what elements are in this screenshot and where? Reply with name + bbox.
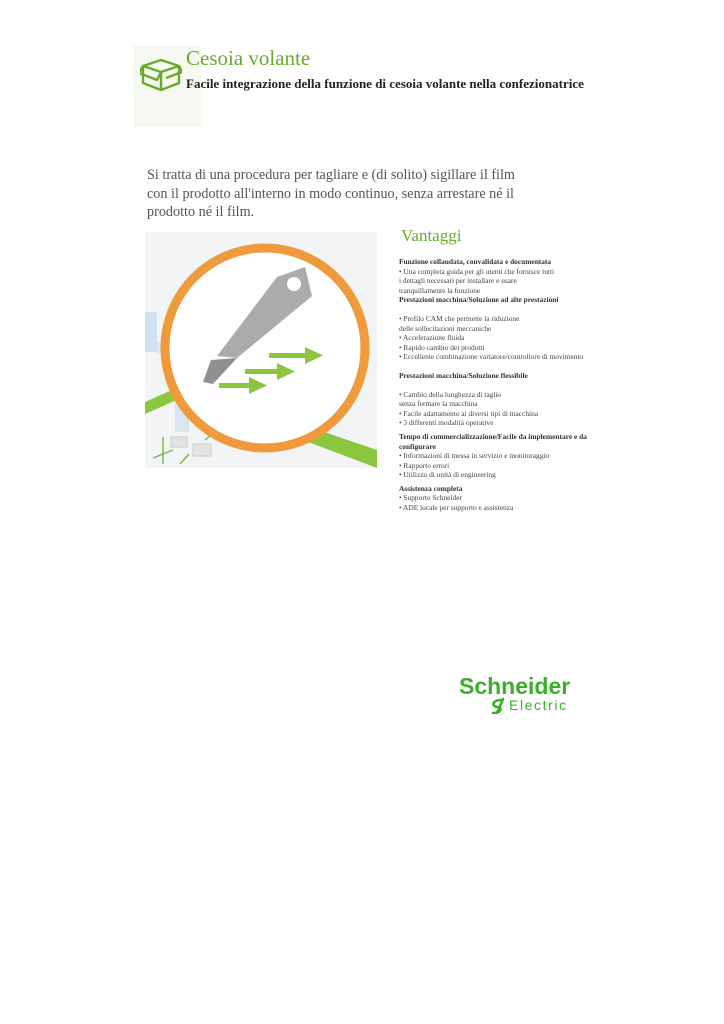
advantage-line: i dettagli necessari per installare e usare: [399, 276, 517, 286]
advantage-line: • Rapporto errori: [399, 460, 450, 470]
advantage-heading: Prestazioni macchina/Soluzione ad alte prestazioni: [399, 295, 559, 305]
page-subtitle: Facile integrazione della funzione di cesoia volante nella confezionatrice: [186, 76, 584, 91]
intro-line: Si tratta di una procedura per tagliare e (di solito) sigillare il film: [147, 167, 515, 183]
advantages-list: [399, 257, 619, 513]
package-box-icon: [140, 56, 182, 92]
advantage-line: • Accelerazione fluida: [399, 333, 465, 343]
logo-main-text: Schneider: [459, 673, 571, 699]
advantage-line: tranquillamente la funzione: [399, 285, 481, 295]
advantage-line: • Profilo CAM che permette la riduzione: [399, 313, 520, 323]
advantage-line: • Cambio della lunghezza di taglio: [399, 389, 502, 399]
advantage-heading: Prestazioni macchina/Soluzione flessibile: [399, 370, 528, 380]
intro-paragraph: [147, 166, 517, 222]
intro-line: con il prodotto all'interno in modo continuo, senza arrestare né il: [147, 185, 514, 202]
spacer: [399, 362, 619, 371]
page-title: Cesoia volante: [186, 46, 311, 70]
advantages-title: Vantaggi: [401, 226, 462, 245]
advantage-line: • 3 differenti modalità operative: [399, 418, 494, 428]
spacer: [399, 305, 619, 314]
intro-line: prodotto né il film.: [147, 204, 255, 220]
advantage-line: • Supporto Schneider: [399, 493, 462, 503]
advantage-line: • Rapido cambio dei prodotti: [399, 342, 485, 352]
advantage-line: • Una completa guida per gli utenti che fornisce tutti: [399, 266, 555, 276]
logo-sub-text: Electric: [509, 697, 568, 713]
logo-symbol-icon: [493, 699, 503, 713]
advantage-line: delle sollecitazioni meccaniche: [399, 323, 492, 333]
flying-shear-illustration: [145, 232, 377, 468]
advantage-line: senza fermare la macchina: [399, 399, 478, 409]
advantages-section: [399, 226, 619, 513]
advantage-line: • Utilizzo di unità di engineering: [399, 470, 496, 480]
advantage-line: • Eccellente combinazione variatore/controllore di movimento: [399, 352, 584, 362]
advantage-line: • ADE locale per supporto e assistenza: [399, 503, 514, 513]
advantage-line: • Informazioni di messa in servizio e monitoraggio: [399, 451, 550, 461]
advantage-heading: Assistenza completa: [399, 483, 463, 493]
spacer: [399, 381, 619, 390]
advantage-heading: Tempo di commercializzazione/Facile da implementare e da configurare: [399, 431, 587, 451]
schneider-electric-logo: [457, 672, 581, 714]
advantage-line: • Facile adattamento ai diversi tipi di macchina: [399, 408, 539, 418]
advantage-heading: Funzione collaudata, convalidata e documentata: [399, 257, 552, 266]
